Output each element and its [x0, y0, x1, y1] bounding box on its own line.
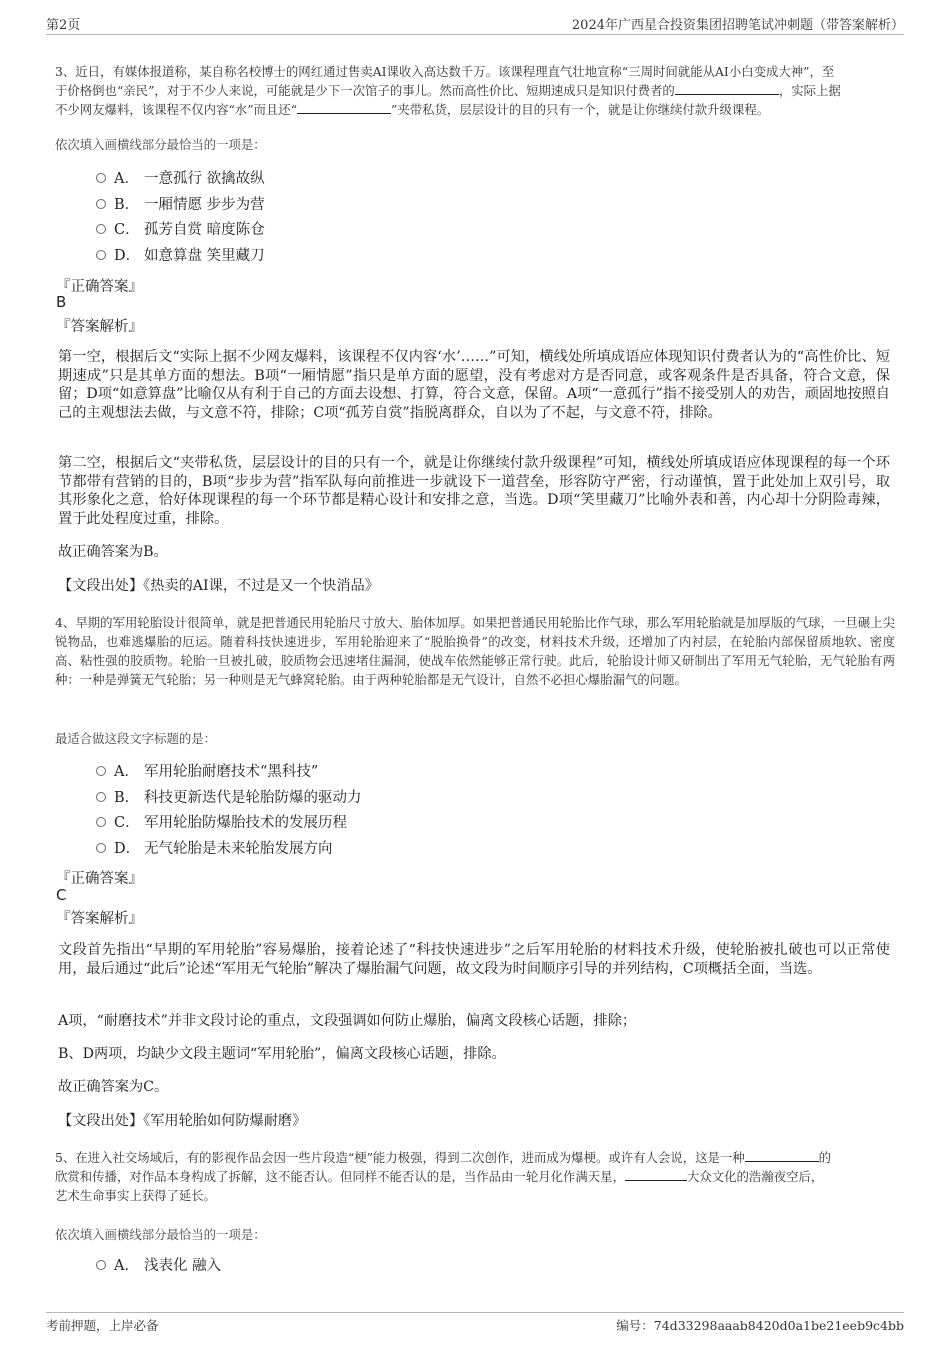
radio-icon[interactable] — [96, 250, 106, 260]
radio-icon[interactable] — [96, 817, 106, 827]
q4-analysis-label: 『答案解析』 — [56, 911, 143, 927]
q3-option-c[interactable]: C． 孤芳自赏 暗度陈仓 — [96, 220, 265, 240]
page-number: 第2页 — [46, 18, 81, 33]
radio-icon[interactable] — [96, 173, 106, 183]
question-5-prompt: 依次填入画横线部分最恰当的一项是： — [55, 1227, 266, 1242]
q4-option-c[interactable]: C． 军用轮胎防爆胎技术的发展历程 — [96, 813, 347, 833]
radio-icon[interactable] — [96, 224, 106, 234]
q4-conclusion: 故正确答案为C。 — [58, 1079, 169, 1095]
q4-answer-label: 『正确答案』 — [56, 871, 143, 887]
question-5-text: 5、在进入社交场域后，有的影视作品会因一些片段造“梗”能力极强，得到二次创作，进而成为爆梗。或许有人会说，这是一种 的 欣赏和传播，对作品本身构成了拆解，这不能否认。但同样不能否认的是，当作品由一轮月化作满天星， 大众文化的浩瀚夜空后， 艺术生命事实上获得了延长。 — [55, 1150, 832, 1203]
radio-icon[interactable] — [96, 766, 106, 776]
q3-analysis-label: 『答案解析』 — [56, 319, 143, 335]
q3-analysis-p1: 第一空，根据后文“实际上据不少网友爆料，该课程不仅内容‘水’……”可知，横线处所填成语应体现知识付费者认为的“高性价比、短期速成”只是其单方面的想法。B项“一厢情愿”指只是单方面的愿望，没有考虑对方是否同意，或客观条件是否具备，符合文意，保留；D项“如意算盘”比喻仅从有利于自己的方面去设想、打算，符合文意，保留。A项“一意孤行”指不接受别人的劝告，顽固地按照自己的主观想法去做，与文意不符，排除；C项“孤芳自赏”指脱离群众，自以为了不起，与文意不符，排除。 — [58, 349, 890, 421]
q3-answer: B — [56, 293, 67, 311]
q3-answer-label: 『正确答案』 — [56, 279, 143, 295]
radio-icon[interactable] — [96, 792, 106, 802]
q3-option-b[interactable]: B． 一厢情愿 步步为营 — [96, 195, 265, 215]
radio-icon[interactable] — [96, 843, 106, 853]
q5-option-a[interactable]: A． 浅表化 融入 — [96, 1256, 221, 1276]
question-3-prompt: 依次填入画横线部分最恰当的一项是： — [55, 137, 266, 152]
blank-2 — [297, 101, 391, 114]
radio-icon[interactable] — [96, 1260, 106, 1270]
footer-slogan: 考前押题，上岸必备 — [46, 1318, 159, 1333]
q4-option-a[interactable]: A． 军用轮胎耐磨技术“黑科技” — [96, 762, 318, 782]
q3-option-d[interactable]: D． 如意算盘 笑里藏刀 — [96, 246, 265, 266]
blank-1 — [745, 1149, 819, 1162]
q4-source: 【文段出处】《军用轮胎如何防爆耐磨》 — [58, 1113, 307, 1129]
q4-analysis-p1: 文段首先指出“早期的军用轮胎”容易爆胎，接着论述了“科技快速进步”之后军用轮胎的材料技术升级，使轮胎被扎破也可以正常使用，最后通过“此后”论述“军用无气轮胎”解决了爆胎漏气问题，故文段为时间顺序引导的并列结构，C项概括全面，当选。 — [58, 942, 890, 977]
blank-2 — [625, 1168, 687, 1181]
document-id: 编号：74d33298aaab8420d0a1be21eeb9c4bb — [616, 1318, 904, 1333]
q4-analysis-p2: A项，“耐磨技术”并非文段讨论的重点，文段强调如何防止爆胎，偏离文段核心话题，排除； — [58, 1013, 637, 1029]
blank-1 — [675, 82, 779, 95]
q4-analysis-p3: B、D两项，均缺少文段主题词“军用轮胎”，偏离文段核心话题，排除。 — [58, 1046, 506, 1062]
q3-option-a[interactable]: A． 一意孤行 欲擒故纵 — [96, 169, 265, 189]
q3-conclusion: 故正确答案为B。 — [58, 544, 168, 560]
page-header — [46, 14, 904, 35]
question-4-prompt: 最适合做这段文字标题的是： — [55, 731, 217, 746]
question-4-text: 4、早期的军用轮胎设计很简单，就是把普通民用轮胎尺寸放大、胎体加厚。如果把普通民用轮胎比作气球，那么军用轮胎就是加厚版的气球，一旦碾上尖锐物品，也难逃爆胎的厄运。随着科技快速进步，军用轮胎迎来了“脱胎换骨”的改变，材料技术升级，还增加了内衬层，在轮胎内部保留质地软、密度高、粘性强的胶质物。轮胎一旦被扎破，胶质物会迅速堵住漏洞，使战车依然能够正常行驶。此后，轮胎设计师又研制出了军用无气轮胎，无气轮胎有两种：一种是弹簧无气轮胎；另一种则是无气蜂窝轮胎。由于两种轮胎都是无气设计，自然不必担心爆胎漏气的问题。 — [55, 615, 895, 687]
q4-answer: C — [56, 886, 67, 904]
question-3-text: 3、近日，有媒体报道称，某自称名校博士的网红通过售卖AI课收入高达数千万。该课程理直气壮地宣称“三周时间就能从AI小白变成大神”，至 于价格倒也“亲民”，对于不少人来说，可能就是少下一次馆子的事儿。然而高性价比、短期速成只是知识付费者的 ，实际上据 不少网友爆料，该课程不仅内容“水”而且还“ ”夹带私货，层层设计的目的只有一个，就是让你继续付款升级课程。 — [55, 64, 841, 117]
q4-option-b[interactable]: B． 科技更新迭代是轮胎防爆的驱动力 — [96, 788, 362, 808]
radio-icon[interactable] — [96, 199, 106, 209]
q3-source: 【文段出处】《热卖的AI课，不过是又一个快消品》 — [58, 578, 379, 594]
page-footer — [46, 1312, 904, 1337]
q3-analysis-p2: 第二空，根据后文“夹带私货，层层设计的目的只有一个，就是让你继续付款升级课程”可知，横线处所填成语应体现课程的每一个环节都带有营销的目的，B项“步步为营”指军队每向前推进一步就设下一道营垒，形容防守严密，行动谨慎，置于此处加上双引号，取其形象化之意，恰好体现课程的每一个环节都是精心设计和安排之意，当选。D项“笑里藏刀”比喻外表和善，内心却十分阴险毒辣，置于此处程度过重，排除。 — [58, 455, 890, 527]
q4-option-d[interactable]: D． 无气轮胎是未来轮胎发展方向 — [96, 839, 333, 859]
document-title: 2024年广西星合投资集团招聘笔试冲刺题（带答案解析） — [571, 18, 904, 33]
